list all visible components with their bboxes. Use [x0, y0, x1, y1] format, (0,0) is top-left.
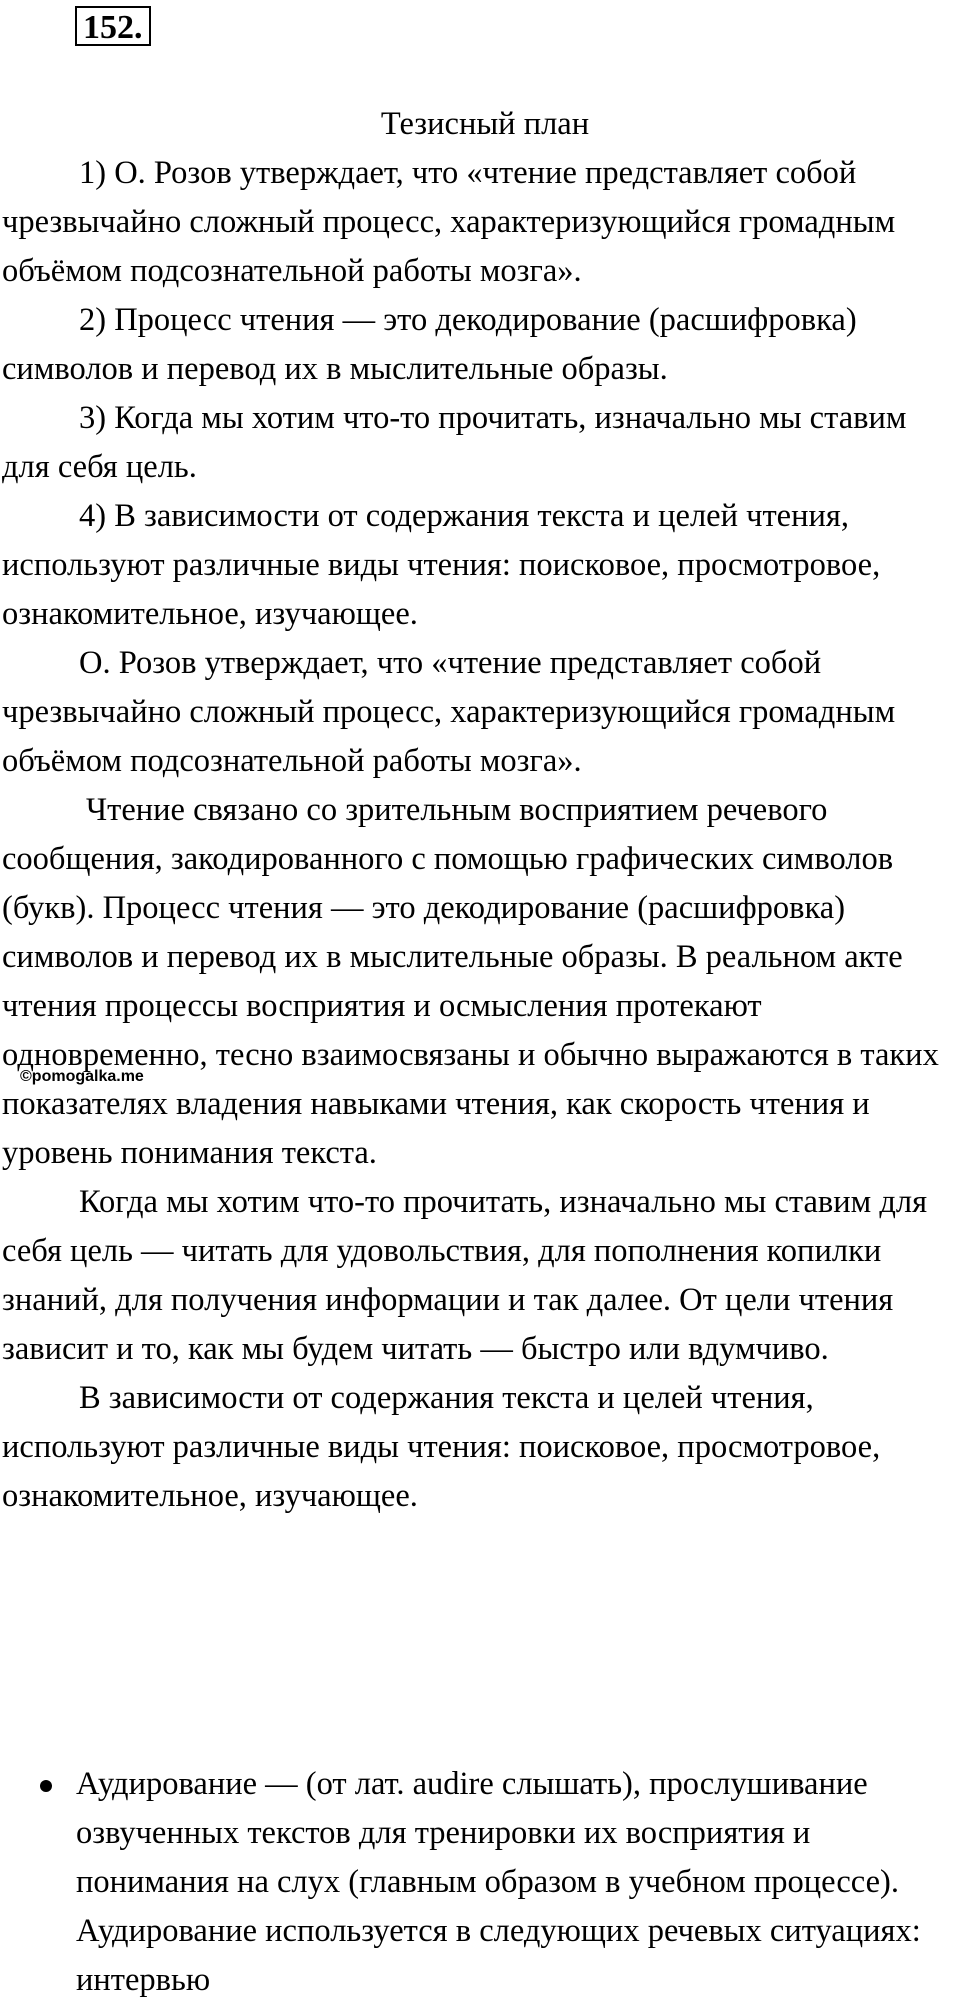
bullet-dot-icon [40, 1780, 52, 1792]
plan-title: Тезисный план [380, 106, 590, 142]
list-item-text: Аудирование — (от лат. audire слышать), прослушивание озвученных текстов для тренировки их восприятия и понимания на слух (главным образом в учебном процессе). Аудирование используется в следующих речевых ситуациях: интервью [76, 1766, 921, 1998]
list-item [0, 1760, 956, 2005]
thesis-item: 4) В зависимости от содержания текста и целей чтения, используют различные виды чтения: поисковое, просмотровое, ознакомительное, изучающее. [2, 498, 881, 632]
text-content [2, 100, 958, 1521]
thesis-item: 1) О. Розов утверждает, что «чтение представляет собой чрезвычайно сложный процесс, характеризующийся громадным объёмом подсознательной работы мозга». [2, 155, 896, 289]
body-paragraph: О. Розов утверждает, что «чтение представляет собой чрезвычайно сложный процесс, характеризующийся громадным объёмом подсознательной работы мозга». [2, 645, 896, 779]
watermark: ©pomogalka.me [20, 1068, 144, 1085]
body-paragraph: Когда мы хотим что-то прочитать, изначально мы ставим для себя цель — читать для удовольствия, для пополнения копилки знаний, для получения информации и так далее. От цели чтения зависит и то, как мы будем читать — быстро или вдумчиво. [2, 1184, 928, 1367]
thesis-item: 3) Когда мы хотим что-то прочитать, изначально мы ставим для себя цель. [2, 400, 907, 485]
bullet-list [0, 1760, 956, 2005]
body-paragraph: В зависимости от содержания текста и целей чтения, используют различные виды чтения: поисковое, просмотровое, ознакомительное, изучающее. [2, 1380, 881, 1514]
task-number-box: 152. [75, 6, 151, 46]
thesis-item: 2) Процесс чтения — это декодирование (расшифровка) символов и перевод их в мыслительные образы. [2, 302, 857, 387]
body-paragraph: Чтение связано со зрительным восприятием речевого сообщения, закодированного с помощью графических символов (букв). Процесс чтения — это декодирование (расшифровка) символов и перевод их в мыслительные образы. В реальном акте чтения процессы восприятия и осмысления протекают одновременно, тесно взаимосвязаны и обычно выражаются в таких показателях владения навыками чтения, как скорость чтения и уровень понимания текста. [2, 792, 939, 1171]
